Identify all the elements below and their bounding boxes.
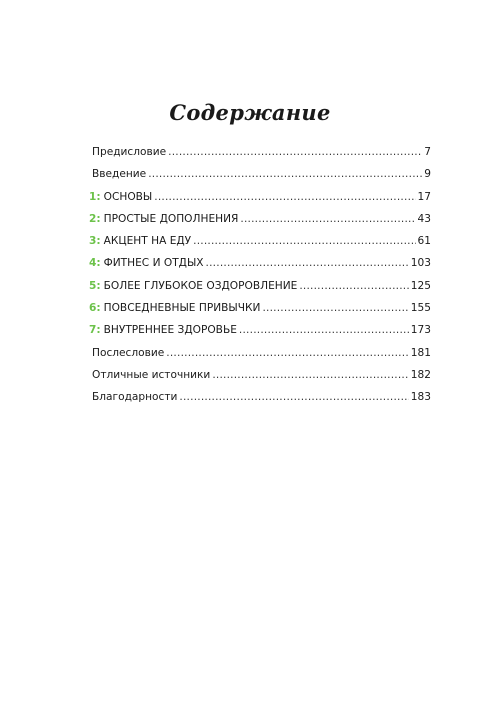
entry-label: Введение (92, 168, 147, 181)
chapter-number: 6 (89, 302, 97, 315)
page-number: 17 (417, 190, 431, 203)
toc-entry[interactable] (89, 146, 431, 168)
chapter-number-separator: : (96, 235, 101, 248)
toc-entry[interactable] (89, 213, 431, 235)
entry-label: Послесловие (92, 346, 165, 359)
page-title: Содержание (169, 100, 331, 126)
entry-label: ОСНОВЫ (103, 190, 153, 203)
chapter-number-separator: : (96, 302, 101, 315)
toc-entry[interactable] (89, 280, 431, 302)
toc-entry[interactable] (89, 302, 431, 324)
entry-label: АКЦЕНТ НА ЕДУ (103, 235, 192, 248)
dot-leader (240, 213, 415, 225)
toc-entry[interactable] (89, 235, 431, 257)
page-number: 103 (410, 257, 431, 270)
page-number: 155 (410, 302, 431, 315)
chapter-number: 5 (89, 279, 97, 292)
entry-label: ВНУТРЕННЕЕ ЗДОРОВЬЕ (103, 324, 237, 337)
page-number: 9 (424, 168, 431, 181)
chapter-number-separator: : (96, 212, 101, 225)
entry-label: Отличные источники (92, 368, 211, 381)
page-number: 173 (410, 324, 431, 337)
dot-leader (206, 257, 409, 269)
page-number: 182 (410, 368, 431, 381)
toc-entry[interactable] (89, 369, 431, 391)
toc-entry[interactable] (89, 191, 431, 213)
table-of-contents (89, 146, 431, 414)
page-number: 7 (424, 146, 431, 158)
page-number: 61 (417, 235, 431, 248)
chapter-number: 3 (89, 235, 97, 248)
dot-leader (239, 324, 409, 336)
dot-leader (168, 146, 422, 158)
entry-label: ПРОСТЫЕ ДОПОЛНЕНИЯ (103, 212, 239, 225)
page-number: 183 (410, 391, 431, 404)
dot-leader (179, 391, 408, 403)
chapter-number-separator: : (96, 279, 101, 292)
dot-leader (148, 168, 422, 180)
chapter-number: 4 (89, 257, 97, 270)
page-number: 43 (417, 212, 431, 225)
toc-entry[interactable] (89, 391, 431, 413)
toc-entry[interactable] (89, 324, 431, 346)
page-number: 125 (410, 279, 431, 292)
chapter-number: 2 (89, 212, 97, 225)
entry-label: Благодарности (92, 391, 178, 404)
dot-leader (299, 280, 408, 292)
chapter-number-separator: : (96, 324, 101, 337)
dot-leader (166, 347, 408, 359)
dot-leader (193, 235, 415, 247)
toc-entry[interactable] (89, 168, 431, 190)
chapter-number-separator: : (96, 257, 101, 270)
toc-entry[interactable] (89, 347, 431, 369)
toc-entry[interactable] (89, 257, 431, 279)
dot-leader (262, 302, 408, 314)
chapter-number-separator: : (96, 190, 101, 203)
dot-leader (212, 369, 408, 381)
dot-leader (154, 191, 415, 203)
entry-label: ФИТНЕС И ОТДЫХ (103, 257, 204, 270)
page-number: 181 (410, 346, 431, 359)
chapter-number: 1 (89, 190, 97, 203)
entry-label: БОЛЕЕ ГЛУБОКОЕ ОЗДОРОВЛЕНИЕ (103, 279, 298, 292)
chapter-number: 7 (89, 324, 97, 337)
entry-label: ПОВСЕДНЕВНЫЕ ПРИВЫЧКИ (103, 302, 261, 315)
entry-label: Предисловие (92, 146, 167, 158)
